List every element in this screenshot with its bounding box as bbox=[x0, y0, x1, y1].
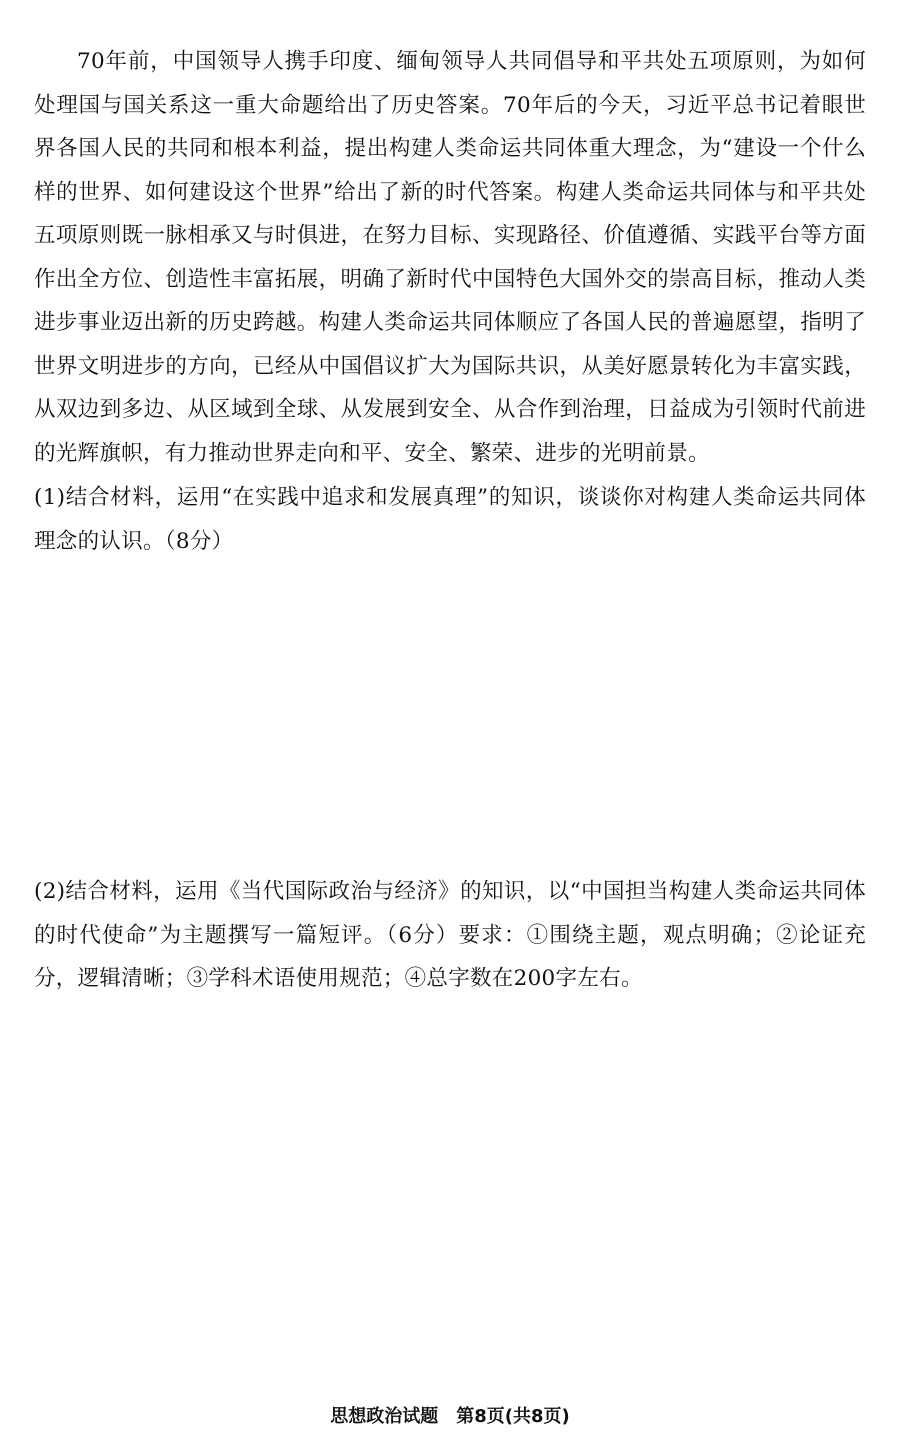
material-passage: 70年前，中国领导人携手印度、缅甸领导人共同倡导和平共处五项原则，为如何处理国与国关系这一重大命题给出了历史答案。70年后的今天，习近平总书记着眼世界各国人民的共同和根本利益，提出构建人类命运共同体重大理念，为“建设一个什么样的世界、如何建设这个世界”给出了新的时代答案。构建人类命运共同体与和平共处五项原则既一脉相承又与时俱进，在努力目标、实现路径、价值遵循、实践平台等方面作出全方位、创造性丰富拓展，明确了新时代中国特色大国外交的崇高目标，推动人类进步事业迈出新的历史跨越。构建人类命运共同体顺应了各国人民的普遍愿望，指明了世界文明进步的方向，已经从中国倡议扩大为国际共识，从美好愿景转化为丰富实践，从双边到多边、从区域到全球、从发展到安全、从合作到治理，日益成为引领时代前进的光辉旗帜，有力推动世界走向和平、安全、繁荣、进步的光明前景。 bbox=[34, 49, 866, 466]
question-2: (2)结合材料，运用《当代国际政治与经济》的知识，以“中国担当构建人类命运共同体的时代使命”为主题撰写一篇短评。（6分）要求：①围绕主题，观点明确；②论证充分，逻辑清晰；③学科术语使用规范；④总字数在200字左右。 bbox=[34, 879, 866, 991]
question-1: (1)结合材料，运用“在实践中追求和发展真理”的知识，谈谈你对构建人类命运共同体理念的认识。（8分） bbox=[34, 485, 866, 554]
page-footer: 思想政治试题 第8页(共8页) bbox=[330, 1406, 570, 1427]
